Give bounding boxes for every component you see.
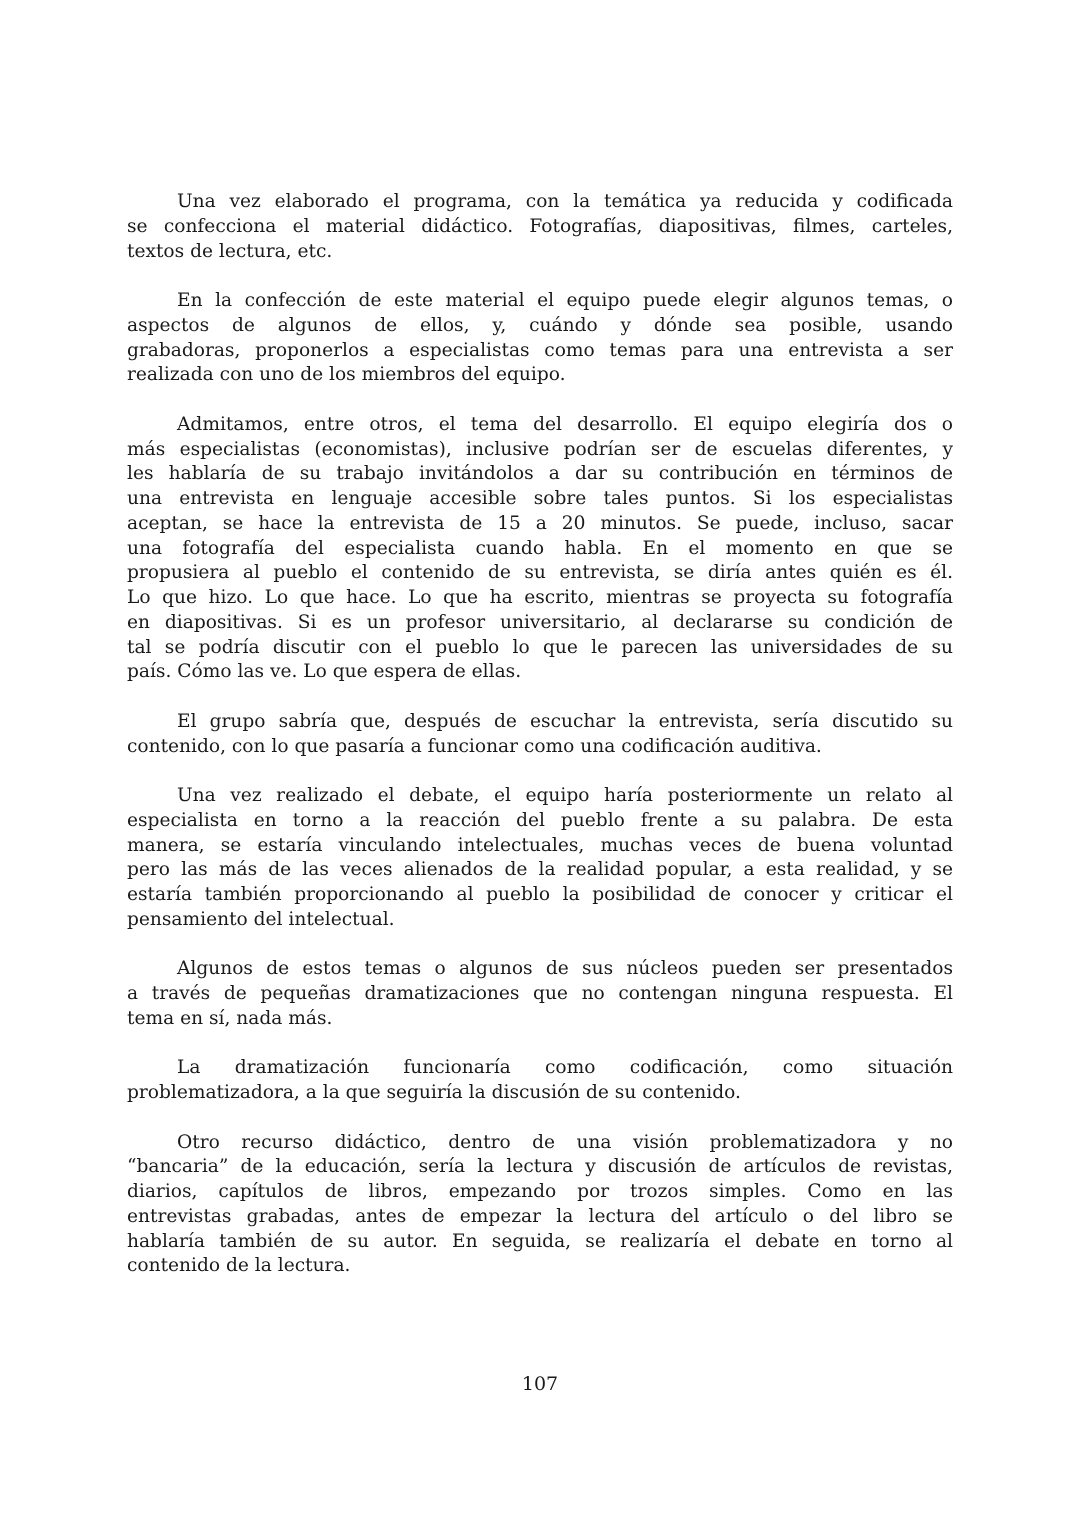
text-line: El grupo sabría que, después de escuchar la entrevista, sería discutido su: [177, 710, 953, 732]
text-line: país. Cómo las ve. Lo que espera de ellas.: [127, 661, 522, 683]
text-line: Lo que hizo. Lo que hace. Lo que ha escrito, mientras se proyecta su fotografía: [127, 587, 953, 608]
text-line: La dramatización funcionaría como codificación, como situación: [177, 1057, 953, 1079]
document-body: [127, 190, 953, 1304]
text-line: problematizadora, a la que seguiría la discusión de su contenido.: [127, 1082, 741, 1103]
paragraph: [127, 190, 953, 264]
text-line: Admitamos, entre otros, el tema del desarrollo. El equipo elegiría dos o: [177, 413, 953, 435]
text-line: les hablaría de su trabajo invitándolos a dar su contribución en términos de: [127, 463, 953, 485]
text-line: Una vez realizado el debate, el equipo haría posteriormente un relato al: [177, 785, 953, 806]
text-line: contenido, con lo que pasaría a funcionar como una codificación auditiva.: [127, 735, 822, 757]
text-line: Una vez elaborado el programa, con la temática ya reducida y codificada: [177, 191, 953, 212]
text-line: tal se podría discutir con el pueblo lo que le parecen las universidades de su: [127, 636, 953, 658]
text-line: En la confección de este material el equipo puede elegir algunos temas, o: [177, 290, 953, 311]
text-line: Otro recurso didáctico, dentro de una visión problematizadora y no: [177, 1131, 953, 1153]
text-line: tema en sí, nada más.: [127, 1007, 333, 1029]
text-line: realizada con uno de los miembros del equipo.: [127, 364, 566, 386]
text-line: propusiera al pueblo el contenido de su entrevista, se diría antes quién es él.: [127, 562, 953, 584]
paragraph: [127, 957, 953, 1031]
text-line: manera, se estaría vinculando intelectuales, muchas veces de buena voluntad: [127, 834, 953, 856]
text-line: pensamiento del intelectual.: [127, 908, 395, 930]
text-line: aceptan, se hace la entrevista de 15 a 20 minutos. Se puede, incluso, sacar: [127, 512, 953, 534]
text-line: hablaría también de su autor. En seguida, se realizaría el debate en torno al: [127, 1230, 953, 1252]
text-line: aspectos de algunos de ellos, y, cuándo y dónde sea posible, usando: [127, 314, 953, 336]
text-line: una entrevista en lenguaje accesible sobre tales puntos. Si los especialistas: [127, 488, 953, 509]
text-line: una fotografía del especialista cuando habla. En el momento en que se: [127, 537, 953, 559]
paragraph: [127, 710, 953, 760]
text-line: entrevistas grabadas, antes de empezar la lectura del artículo o del libro se: [127, 1205, 953, 1227]
text-line: en diapositivas. Si es un profesor universitario, al declararse su condición de: [127, 611, 953, 633]
text-line: contenido de la lectura.: [127, 1255, 351, 1277]
text-line: diarios, capítulos de libros, empezando por trozos simples. Como en las: [127, 1181, 953, 1202]
text-line: “bancaria” de la educación, sería la lectura y discusión de artículos de revistas,: [127, 1156, 953, 1178]
text-line: pero las más de las veces alienados de la realidad popular, a esta realidad, y se: [127, 859, 953, 881]
text-line: Algunos de estos temas o algunos de sus núcleos pueden ser presentados: [177, 958, 953, 980]
paragraph: [127, 1131, 953, 1280]
text-line: se confecciona el material didáctico. Fotografías, diapositivas, filmes, carteles,: [127, 215, 953, 237]
text-line: grabadoras, proponerlos a especialistas como temas para una entrevista a ser: [127, 339, 953, 361]
text-line: especialista en torno a la reacción del pueblo frente a su palabra. De esta: [127, 809, 953, 831]
paragraph: [127, 289, 953, 388]
text-line: estaría también proporcionando al pueblo la posibilidad de conocer y criticar el: [127, 884, 953, 905]
page-number: 107: [521, 1373, 559, 1395]
text-line: a través de pequeñas dramatizaciones que no contengan ninguna respuesta. El: [127, 983, 953, 1004]
paragraph: [127, 784, 953, 933]
paragraph: [127, 413, 953, 685]
text-line: más especialistas (economistas), inclusive podrían ser de escuelas diferentes, y: [127, 438, 953, 460]
text-line: textos de lectura, etc.: [127, 240, 333, 262]
paragraph: [127, 1056, 953, 1106]
